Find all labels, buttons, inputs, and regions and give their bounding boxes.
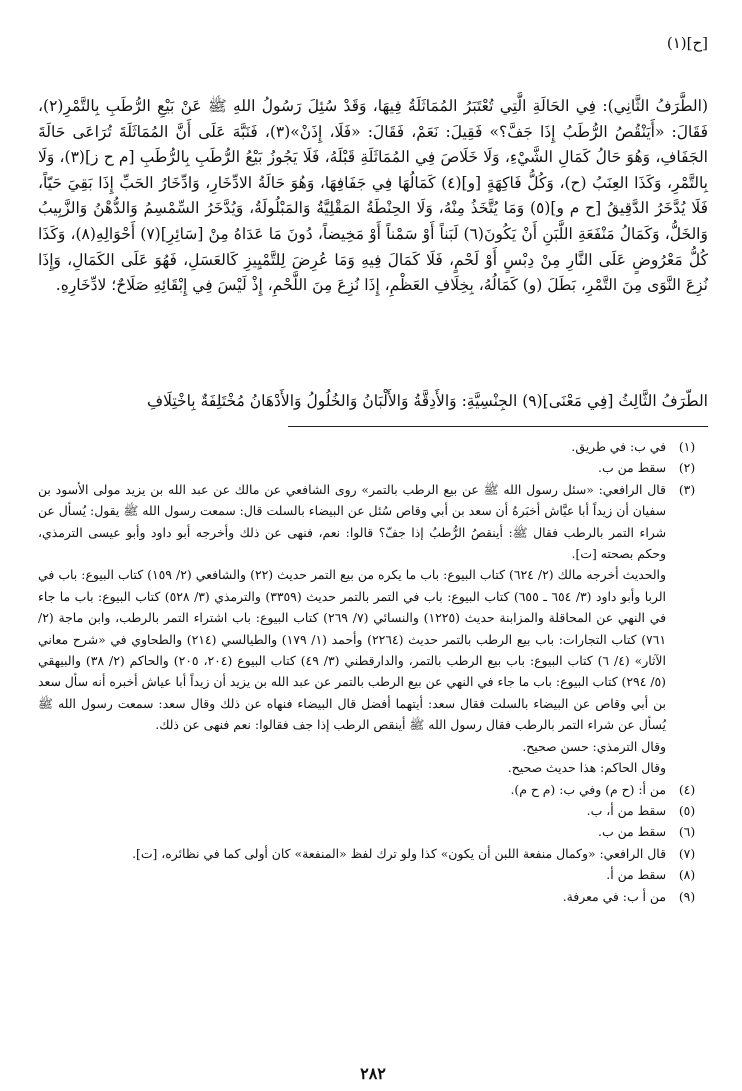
footnote-text: وقال الترمذي: حسن صحيح.	[522, 738, 666, 754]
footnote-text: قال الرافعي: «سئل رسول الله ﷺ عن بيع الرطب بالتمر» روى الشافعي عن مالك عن عبد الله بن يزيد مولى الأسود بن سفيان أن زيداً أبا عيَّاش أخبَرهُ أن سعد بن أبي وقاص سُئل عن البيضاء بالسلت قال: سمعت رسول الله ﷺ يقول: يُسأل عن شراء التمر بالرطب فقال ﷺ: أينقصُ الرُّطبُ إذا جفّ؟ قالوا: نعم، فنهى عن ذلك وأخرجه أبو داود وأبو عيسى الترمذي، وحكم بصحته [ت].	[38, 481, 666, 562]
footnote-4	[38, 779, 708, 800]
footnote-text: سقط من أ.	[606, 867, 666, 883]
footnote-text: والحديث أخرجه مالك (٢/ ٦٢٤) كتاب البيوع: باب ما يكره من بيع التمر حديث (٢٢) والشافعي (٢/ ١٥٩) كتاب البيوع: باب في الربا وأبو داود (٣/ ٦٥٤ ـ ٦٥٥) كتاب البيوع: باب في التمر بالتمر حديث (٣٣٥٩) والترمذي (٣/ ٥٢٨) كتاب البيوع: باب ما جاء في النهي عن المحاقلة والمزابنة حديث (١٢٢٥) والنسائي (٧/ ٢٦٩) كتاب البيوع: باب اشتراء التمر بالرطب، وابن ماجة (٢/ ٧٦١) كتاب التجارات: باب بيع الرطب بالتمر حديث (٢٢٦٤) وأحمد (١/ ١٧٩) والطيالسي (٢١٤) والطحاوي في «شرح معاني الآثار» (٤/ ٦) كتاب البيوع: باب بيع الرطب بالتمر، والدارقطني (٣/ ٤٩) كتاب البيوع (٢٠٤، ٢٠٥) والحاكم (٢/ ٣٨) والبيهقي (٥/ ٢٩٤) كتاب البيوع: باب ما جاء في النهي عن بيع الرطب بالتمر عن عبد الله بن يزيد أن زيداً أبا عياش أخبره أنه سأل سعد بن أبي وقاص عن البيضاء بالسلت فقال سعد: أيتهما أفضل قال البيضاء فنهاه عن ذلك وقال سعد: سمعت رسول الله ﷺ يُسأل عن شراء التمر بالرطب فقال رسول الله ﷺ أينقص الرطب إذا جف فقالوا: نعم فنهى عن ذلك.	[38, 567, 666, 733]
footnote-number: (٦)	[678, 824, 696, 840]
footnote-text: سقط من أ، ب.	[586, 802, 666, 818]
footnote-2	[38, 457, 708, 478]
section-heading: الطَّرَفُ الثَّالِثُ [فِي مَعْنَى](٩) الجِنْسِيَّةِ: وَالأَدِقَّةُ وَالأَلْبَانُ وَالخُلُولُ وَالأَدْهَانُ مُخْتَلِفَةٌ بِاخْتِلَافِ	[147, 392, 708, 410]
footnote-number: (٤)	[678, 781, 696, 797]
footnote-number: (٣)	[678, 481, 696, 497]
footnote-text: من أ ب: في معرفة.	[562, 888, 666, 904]
footnote-6	[38, 821, 708, 842]
page-number: ٢٨٢	[360, 1064, 386, 1083]
main-paragraph: (الطَّرَفُ الثَّانِي): فِي الحَالَةِ الَّتِي تُعْتَبَرُ المُمَاثَلَةُ فِيهَا، وَقَدْ سُئِلَ رَسُولُ اللهِ ﷺ عَنْ بَيْعِ الرُّطَبِ بِالتَّمْرِ(٢)، فَقَالَ: «أَيَنْقُصُ الرُّطَبُ إِذَا جَفَّ؟» فَقِيلَ: نَعَمْ، فَقَالَ: «فَلَا، إِذَنْ»(٣)، فَنَبَّهَ عَلَى أَنَّ المُمَاثَلَةَ تُرَاعَى حَالَةَ الجَفَافِ، وَهُوَ حَالُ كَمَالِ الشَّيْءِ، وَلَا خَلَاصَ فِي المُمَاثَلَةِ قَبْلَهُ، فَلَا يَجُوزُ بَيْعُ الرُّطَبِ بِالرُّطَبِ [م ح ز](٣)، وَلَا بِالتَّمْرِ، وَكَذَا العِنَبُ (ح)، وَكُلُّ فَاكِهَةٍ [و](٤) كَمَالُهَا فِي جَفَافِهَا، وَهُوَ حَالَةُ الادِّخَارِ، وَادِّخَارُ الحَبِّ إِذَا بَقِيَ حَيّاً، فَلَا يُدَّخَرُ الدَّقِيقُ [ح م و](٥) وَمَا يُتَّخَذُ مِنْهُ، وَلَا الحِنْطَةُ المَقْلِيَّةُ وَالمَبْلُولَةُ، وَيُدَّخَرُ السِّمْسِمُ وَالدُّهْنُ وَالزَّبِيبُ وَالخَلُّ، وَكَمَالُ مَنْفَعَةِ اللَّبَنِ أَنْ يَكُونَ(٦) لَبَناً أَوْ سَمْناً أَوْ مَخِيضاً، دُونَ مَا عَدَاهُ مِنْ [سَائِرِ](٧) أَحْوَالِهِ(٨)، وَكَذَا كُلُّ مَعْرُوضٍ عَلَى النَّارِ مِنْ دِبْسٍ أَوْ لَحْمٍ، فَلَا كَمَالَ فِيهِ وَمَا عُرِضَ لِلتَّمْيِيزِ كَالعَسَلِ، فَهُوَ عَلَى الكَمَالِ، وَإِذَا نُزِعَ النَّوَى مِنَ التَّمْرِ، بَطَلَ (و) كَمَالُهُ، بِخِلَافِ العَظْمِ، إِذَا نُزِعَ مِنَ اللَّحْمِ، إِذْ لَيْسَ فِي إِبْقَائِهِ صَلَاحٌ؛ لادِّخَارِهِ.	[38, 97, 708, 295]
footnote-number: (٢)	[678, 460, 696, 476]
footnote-divider	[288, 426, 708, 427]
footnote-1	[38, 436, 708, 457]
main-body-text	[38, 94, 708, 299]
footnote-number: (٧)	[678, 845, 696, 861]
section-marker: [ح](١)	[666, 34, 708, 52]
footnote-number: (٨)	[678, 867, 696, 883]
footnote-text: قال الرافعي: «وكمال منفعة اللبن أن يكون» كذا ولو ترك لفظ «المنفعة» كان أولى كما في نظائره، [ت].	[132, 845, 666, 861]
footnote-text: سقط من ب.	[598, 460, 666, 476]
footnote-8	[38, 864, 708, 885]
footnote-text: سقط من ب.	[598, 824, 666, 840]
footnote-text: من أ: (ح م) وفي ب: (م ح م).	[510, 781, 666, 797]
footnotes	[38, 436, 708, 907]
footnote-9	[38, 886, 708, 907]
footnote-number: (١)	[678, 439, 696, 454]
footnote-5	[38, 800, 708, 821]
footnote-text: وقال الحاكم: هذا حديث صحيح.	[507, 760, 666, 776]
footnote-3	[38, 479, 708, 779]
footnote-7	[38, 843, 708, 864]
footnote-number: (٥)	[678, 802, 696, 818]
footnote-text: في ب: في طريق.	[571, 439, 666, 454]
footnote-number: (٩)	[678, 888, 696, 904]
